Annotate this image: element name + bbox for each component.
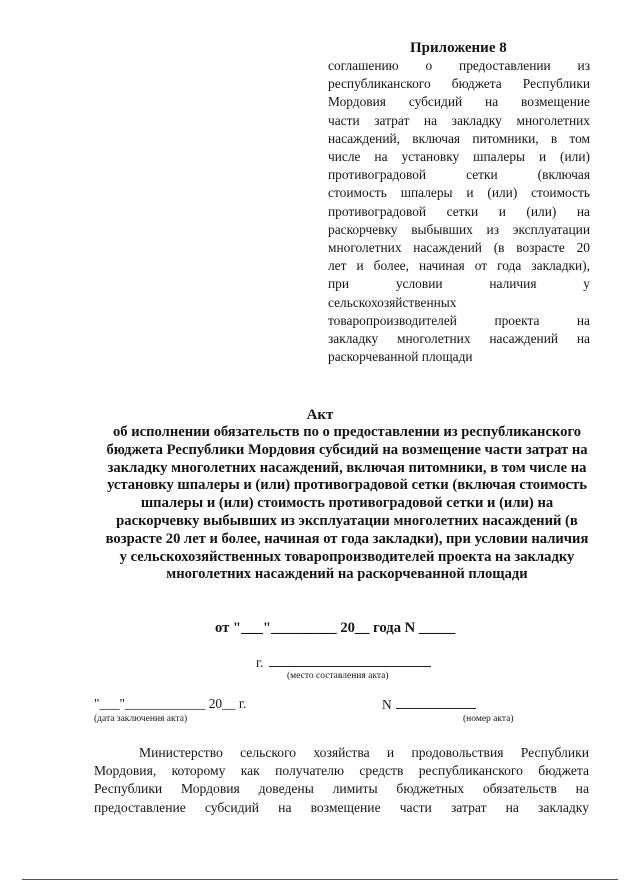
act-subtitle-line: раскорчевку выбывших из эксплуатации многолетних насаждений (в [116,512,578,529]
act-subtitle-line: многолетних насаждений на раскорчеванной площади [166,566,528,583]
body-line: Мордовия, которому как получателю средств республиканского бюджета [94,763,589,779]
annex-line: республиканского бюджета Республики [328,76,590,92]
conclusion-date-caption: (дата заключения акта) [94,714,188,724]
place-prefix: г. [256,655,264,670]
number-prefix: N [382,697,392,712]
act-subtitle-line: у сельскохозяйственных товаропроизводителей проекта на закладку [119,548,575,565]
annex-line: сельскохозяйственных [328,294,457,310]
place-field [256,654,431,671]
act-subtitle-line: возрасте 20 лет и более, начиная от года закладки), при условии наличия [105,530,589,547]
annex-line: насаждений, включая питомники, в том [328,130,590,146]
act-subtitle [88,424,606,584]
annex-line: соглашению о предоставлении из [328,58,590,73]
annex-line: лет и более, начиная от года закладки), [328,258,590,274]
annex-line: противоградовой сетки (включая [328,167,590,183]
annex-line: части затрат на закладку многолетних [328,112,590,128]
place-blank [269,654,431,667]
annex-line: закладку многолетних насаждений на [328,331,590,347]
annex-line: Мордовия субсидий на возмещение [328,94,590,110]
place-caption: (место составления акта) [287,671,389,681]
annex-line: при условии наличия у [328,276,590,292]
act-number-caption: (номер акта) [463,714,514,724]
annex-line: раскорчеванной площади [328,349,473,365]
number-blank [396,696,476,709]
annex-line: противоградовой сетки и (или) на [328,203,590,219]
body-line: Республики Мордовия доведены лимиты бюджетных обязательств на [94,781,589,797]
conclusion-date: "___"____________ 20__ г. [94,696,247,711]
body-line: предоставление субсидий на возмещение части затрат на закладку [94,799,589,815]
footer-divider [22,879,618,880]
annex-line: товаропроизводителей проекта на [328,312,590,328]
annex-line: раскорчевку выбывших из эксплуатации [328,221,590,237]
act-subtitle-line: об исполнении обязательств по о предоставлении из республиканского [112,424,582,440]
act-number-field [382,696,476,713]
act-date-number-line: от "___"_________ 20__ года N _____ [215,620,456,636]
annex-line: стоимость шпалеры и (или) стоимость [328,185,590,201]
annex-title: Приложение 8 [410,40,507,56]
annex-line: многолетних насаждений (в возрасте 20 [328,240,590,256]
body-paragraph [94,744,589,817]
act-subtitle-line: бюджета Республики Мордовия субсидий на возмещение части затрат на [106,441,588,458]
act-subtitle-line: установку шпалеры и (или) противоградовой сетки (включая стоимость [107,477,587,494]
act-subtitle-line: шпалеры и (или) стоимость противоградовой сетки и (или) на [140,495,554,512]
act-title: Акт [306,407,334,423]
body-line: Министерство сельского хозяйства и продовольствия Республики [139,745,589,760]
annex-text [328,57,590,366]
annex-line: числе на установку шпалеры и (или) [328,149,590,165]
act-subtitle-line: закладку многолетних насаждений, включая питомники, в том числе на [107,459,587,476]
